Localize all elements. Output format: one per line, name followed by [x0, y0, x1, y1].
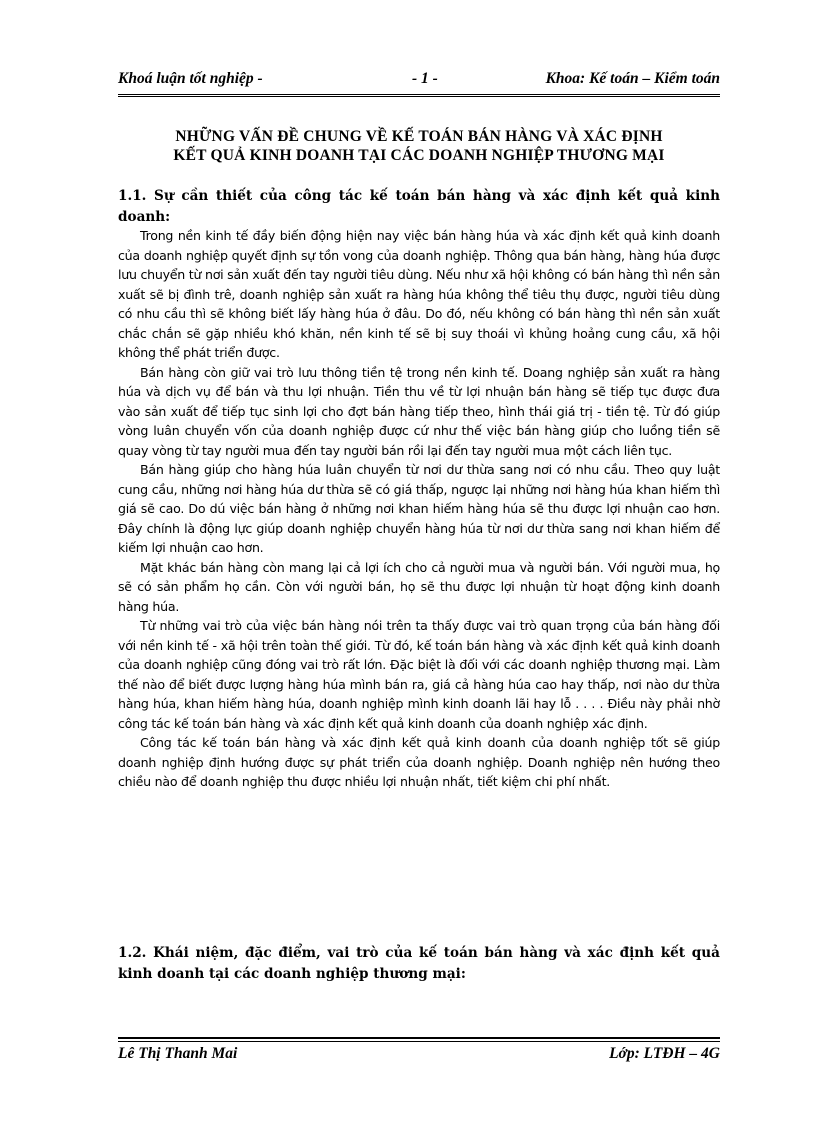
footer-rule: [118, 1037, 720, 1039]
section-1-1-body: [118, 226, 720, 792]
paragraph: Công tác kế toán bán hàng và xác định kết quả kinh doanh của doanh nghiệp tốt sẽ giúp doanh nghiệp định hướng được sự phát triển của doanh nghiệp. Doanh nghiệp nên hướng theo chiều nào để doanh nghiệp thu được nhiều lợi nhuận nhất, tiết kiệm chi phí nhất.: [118, 735, 720, 789]
footer-rule-thin: [118, 1041, 720, 1042]
header-thesis-label: Khoá luận tốt nghiệp -: [118, 70, 263, 87]
header-faculty-label: Khoa: Kế toán – Kiểm toán: [545, 70, 720, 87]
paragraph: Từ những vai trò của việc bán hàng nói trên ta thấy được vai trò quan trọng của bán hàng đối với nền kinh tế - xã hội trên toàn thế giới. Từ đó, kế toán bán hàng và xác định kết quả kinh doanh của doanh nghiệp cũng đóng vai trò rất lớn. Đặc biệt là đối với các doanh nghiệp thương mại. Làm thế nào để biết được lượng hàng húa mình bán ra, giá cả hàng húa cao hay thấp, nơi nào dư thừa hàng húa, khan hiếm hàng húa, doanh nghiệp mình kinh doanh lãi hay lỗ . . . . Điều này phải nhờ công tác kế toán bán hàng và xác định kết quả kinh doanh của doanh nghiệp xác định.: [118, 618, 720, 731]
page-header: [118, 68, 720, 92]
paragraph: Mặt khác bán hàng còn mang lại cả lợi ích cho cả người mua và người bán. Với người mua, họ sẽ có sản phẩm họ cần. Còn với người bán, họ sẽ thu được lợi nhuận từ hoạt động kinh doanh hàng húa.: [118, 559, 720, 614]
header-page-number: - 1 -: [412, 70, 438, 87]
paragraph: Trong nền kinh tế đầy biến động hiện nay việc bán hàng húa và xác định kết quả kinh doanh của doanh nghiệp quyết định sự tồn vong của doanh nghiệp. Thông qua bán hàng, hàng húa được lưu chuyển từ nơi sản xuất đến tay người tiêu dùng. Nếu như xã hội không có bán hàng thì nền sản xuất sẽ bị đình trê, doanh nghiệp sản xuất ra hàng húa không thể tiêu thụ được, người tiêu dùng có nhu cầu thì sẽ không biết lấy hàng húa ở đâu. Do đó, nếu không có bán hàng thì nền sản xuất chắc chắn sẽ gặp nhiều khó khăn, nền kinh tế sẽ bị suy thoái vì khủng hoảng cung cầu, xã hội không thể phát triển được.: [118, 228, 720, 360]
footer-author-name: Lê Thị Thanh Mai: [118, 1045, 238, 1062]
chapter-title-line-2: KẾT QUẢ KINH DOANH TẠI CÁC DOANH NGHIỆP THƯƠNG MẠI: [173, 147, 665, 164]
section-1-1-heading: 1.1. Sự cần thiết của công tác kế toán bán hàng và xác định kết quả kinh doanh:: [118, 188, 720, 225]
page-footer: [118, 1045, 720, 1067]
footer-class-label: Lớp: LTĐH – 4G: [609, 1045, 720, 1062]
paragraph: Bán hàng còn giữ vai trò lưu thông tiền tệ trong nền kinh tế. Doang nghiệp sản xuất ra hàng húa và dịch vụ để bán và thu lợi nhuận. Tiền thu về từ lợi nhuận bán hàng sẽ tiếp tục được đưa vào sản xuất để tiếp tục sinh lợi cho đợt bán hàng tiếp theo, hình thái giá trị - tiền tệ. Từ đó giúp vòng luân chuyển vốn của doanh nghiệp được cứ như thế việc bán hàng giúp cho luồng tiền sẽ quay vòng từ tay người mua đến tay người bán rồi lại đến tay người mua một cách liên tục.: [118, 364, 720, 458]
paragraph: Bán hàng giúp cho hàng húa luân chuyển từ nơi dư thừa sang nơi có nhu cầu. Theo quy luật cung cầu, những nơi hàng húa dư thừa sẽ có giá thấp, ngược lại những nơi hàng húa khan hiếm thì giá sẽ cao. Do dú việc bán hàng ở những nơi khan hiếm hàng húa sẽ thu được lợi nhuận cao hơn. Đây chính là động lực giúp doanh nghiệp chuyển hàng húa từ nơi dư thừa sang nơi khan hiếm để kiếm lợi nhuận cao hơn.: [118, 462, 720, 555]
chapter-title: [118, 127, 720, 165]
chapter-title-line-1: NHỮNG VẤN ĐỀ CHUNG VỀ KẾ TOÁN BÁN HÀNG VÀ XÁC ĐỊNH: [175, 128, 663, 145]
section-1-2-heading: 1.2. Khái niệm, đặc điểm, vai trò của kế toán bán hàng và xác định kết quả kinh doanh tại các doanh nghiệp thương mại:: [118, 945, 720, 982]
header-rule: [118, 94, 720, 97]
